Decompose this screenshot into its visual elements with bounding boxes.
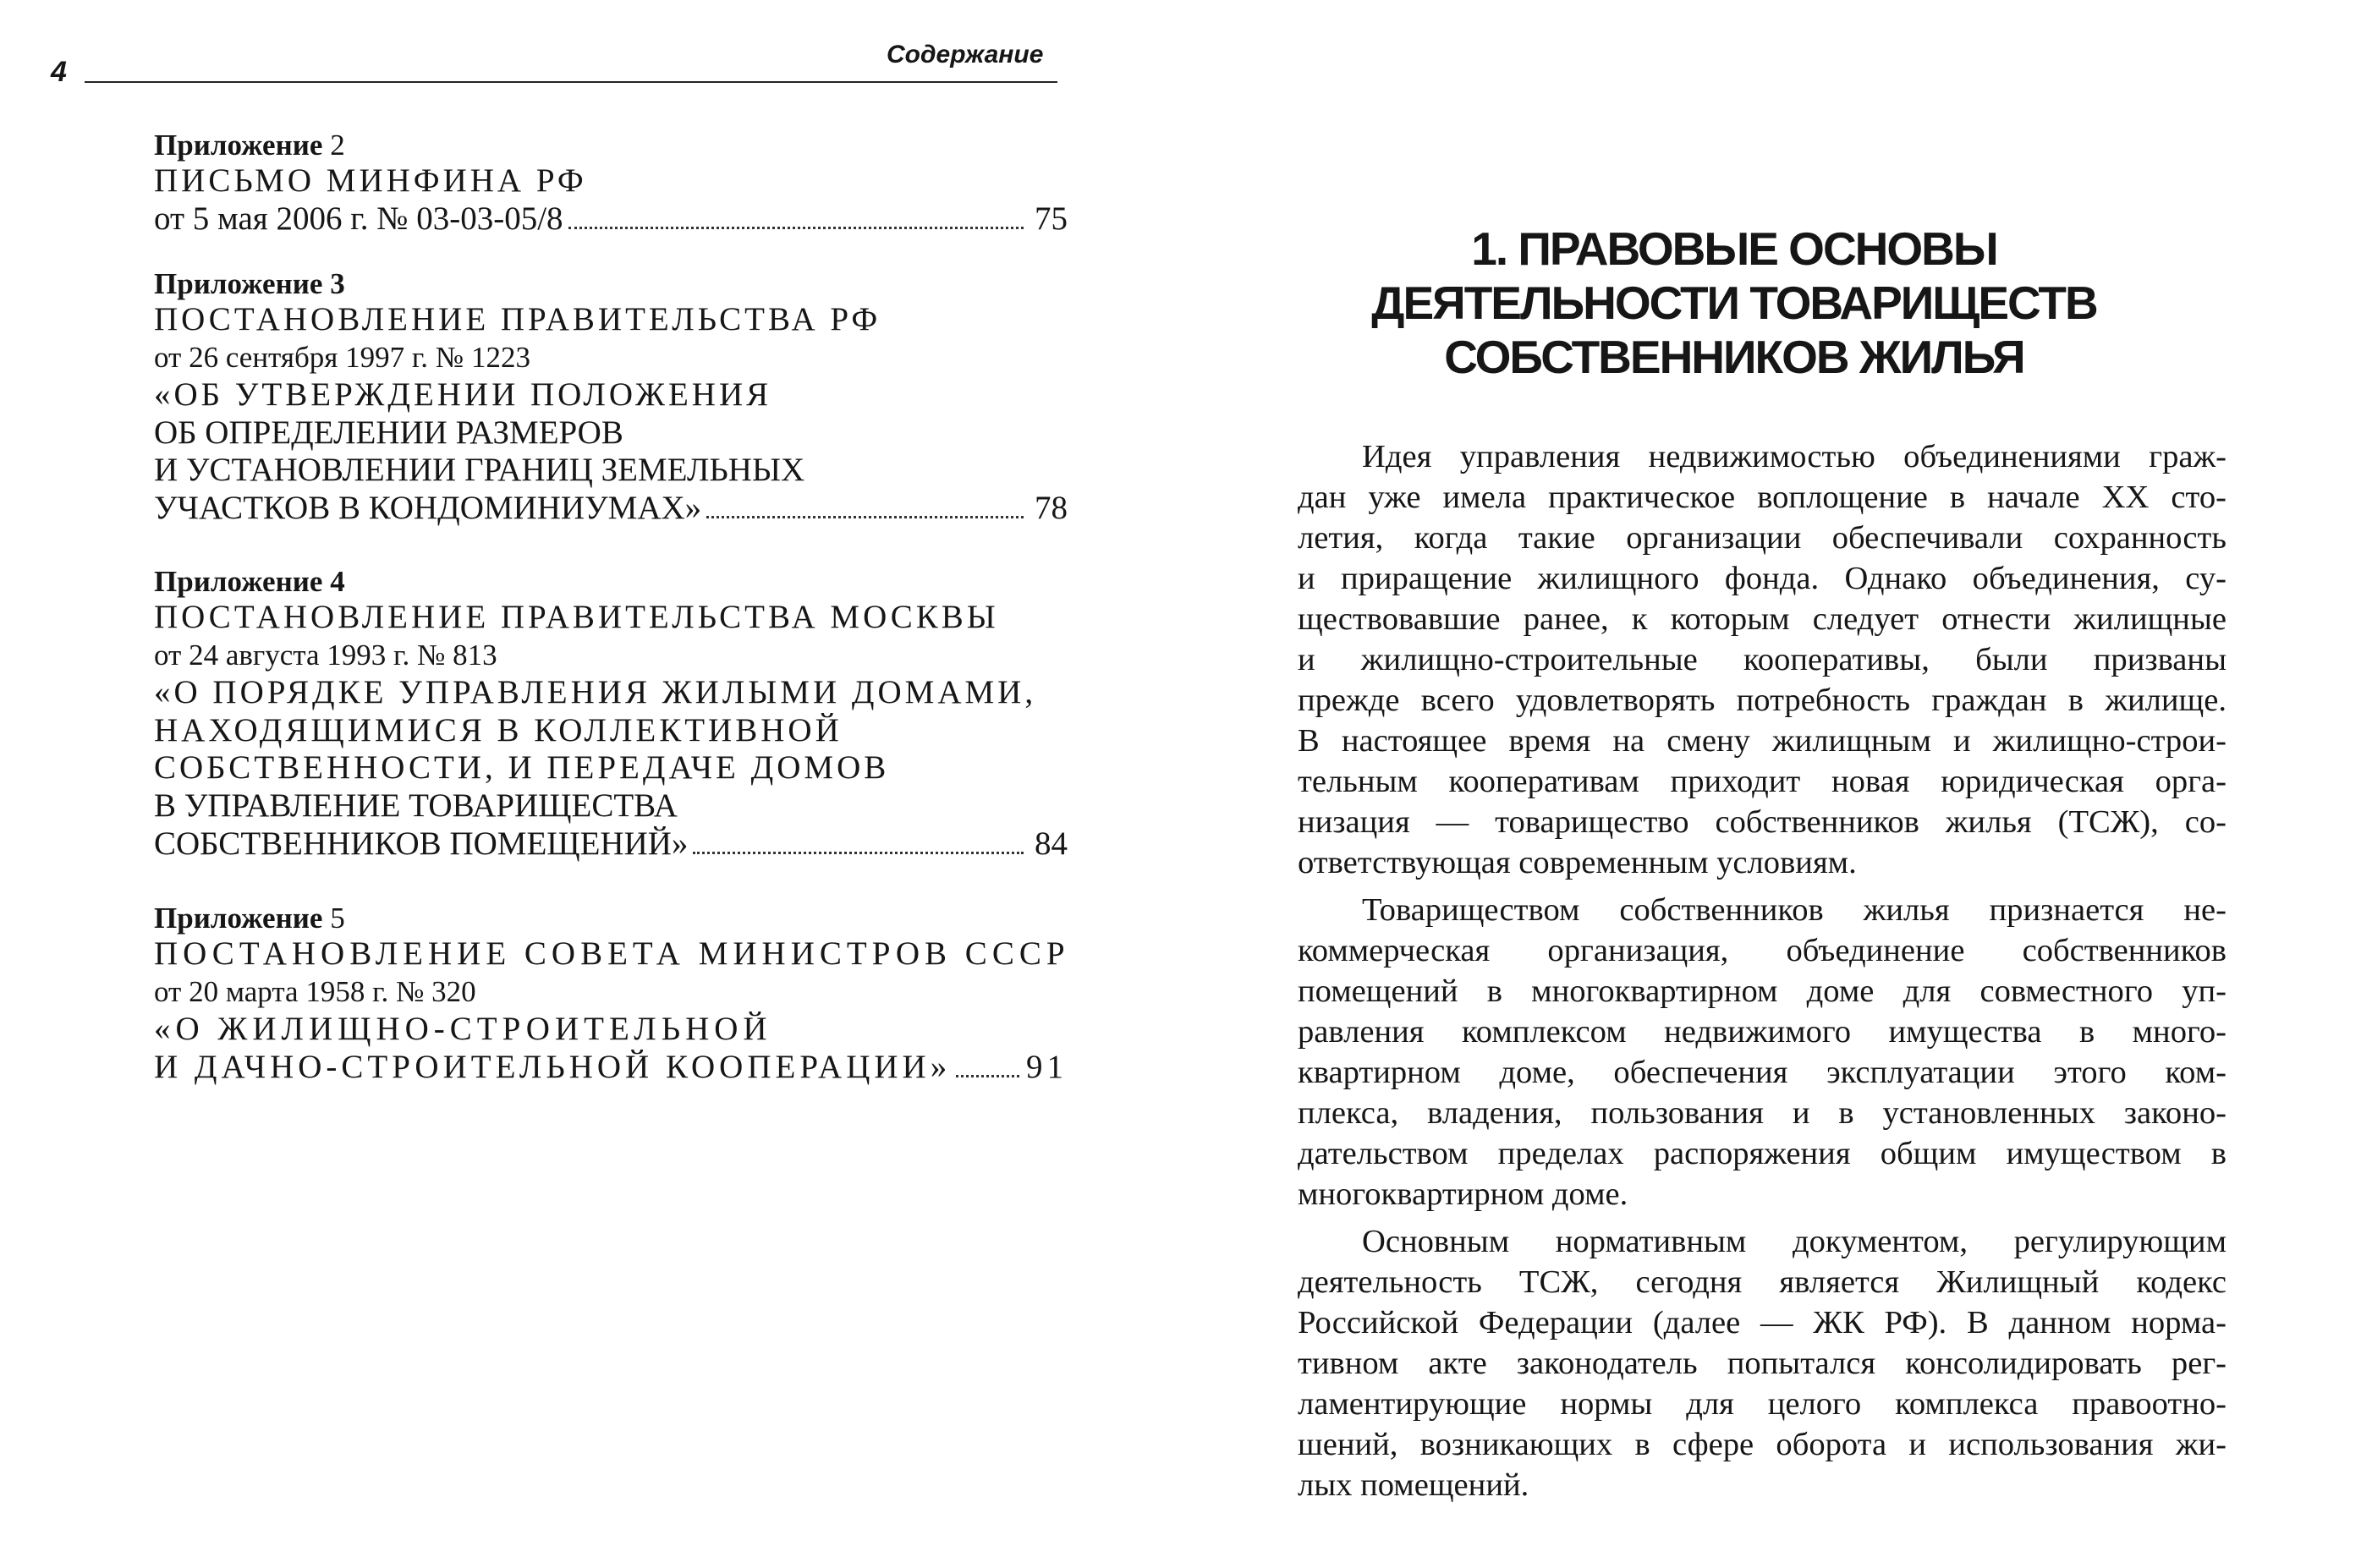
header-rule <box>85 81 1057 83</box>
toc-line: СОБСТВЕННИКОВ ПОМЕЩЕНИЙ» 84 <box>154 825 1068 862</box>
chapter-body <box>1298 436 2226 1505</box>
chapter-title-line: ДЕЯТЕЛЬНОСТИ ТОВАРИЩЕСТВ <box>1371 277 2097 329</box>
toc-line: ОБ ОПРЕДЕЛЕНИИ РАЗМЕРОВ <box>154 414 623 451</box>
dot-leader <box>956 1075 1019 1077</box>
toc-line: ПИСЬМО МИНФИНА РФ <box>154 162 587 199</box>
page-number: 4 <box>51 56 67 88</box>
paragraph-3: Основным нормативным документом, регулирующим деятельность ТСЖ, сегодня является Жилищный кодекс Российской Федерации (далее — ЖК РФ). В данном норма- тивном акте законодатель попытался консолидировать рег- ламентирующие нормы для целого комплекса правоотно- шений, возникающих в сфере оборота и использования жи- лых помещений. <box>1298 1224 2226 1503</box>
paragraph-2: Товариществом собственников жилья признается не- коммерческая организация, объединение собственников помещений в многоквартирном доме для совместного уп- равления комплексом недвижимого имущества в много- квартирном доме, обеспечения эксплуатации этого ком- плекса, владения, пользования и в установленных законо- дательством пределах распоряжения общим имуществом в многоквартирном доме. <box>1298 892 2226 1212</box>
toc-line: СОБСТВЕННОСТИ, И ПЕРЕДАЧЕ ДОМОВ <box>154 749 890 787</box>
toc-page-number: 78 <box>1035 489 1068 526</box>
toc-line: от 24 августа 1993 г. № 813 <box>154 638 497 672</box>
toc-entry-appendix-2[interactable] <box>154 129 1068 238</box>
toc-line: «О ПОРЯДКЕ УПРАВЛЕНИЯ ЖИЛЫМИ ДОМАМИ, <box>154 674 1037 711</box>
toc-line: И УСТАНОВЛЕНИИ ГРАНИЦ ЗЕМЕЛЬНЫХ <box>154 452 805 489</box>
toc-page-number: 75 <box>1035 200 1068 237</box>
toc-line: от 20 марта 1958 г. № 320 <box>154 974 476 1008</box>
toc-page-number: 91 <box>1026 1048 1068 1085</box>
toc-line: НАХОДЯЩИМИСЯ В КОЛЛЕКТИВНОЙ <box>154 711 843 748</box>
toc-line: ПОСТАНОВЛЕНИЕ ПРАВИТЕЛЬСТВА РФ <box>154 301 881 337</box>
toc-entry-appendix-5[interactable] <box>154 902 1068 1086</box>
chapter-title-line: СОБСТВЕННИКОВ ЖИЛЬЯ <box>1444 331 2024 383</box>
toc-page-number: 84 <box>1035 825 1068 862</box>
chapter-title <box>1260 222 2208 384</box>
toc-label: Приложение 5 <box>154 902 345 935</box>
dot-leader <box>568 227 1024 229</box>
toc-line: от 26 сентября 1997 г. № 1223 <box>154 340 530 374</box>
toc-label: Приложение 3 <box>154 267 345 300</box>
toc-line: УЧАСТКОВ В КОНДОМИНИУМАХ» 78 <box>154 489 1068 526</box>
toc-line: И ДАЧНО-СТРОИТЕЛЬНОЙ КООПЕРАЦИИ» 91 <box>154 1048 1068 1085</box>
left-page <box>0 0 1184 1568</box>
dot-leader <box>706 516 1024 518</box>
toc-line: «О ЖИЛИЩНО-СТРОИТЕЛЬНОЙ <box>154 1011 772 1048</box>
toc-label: Приложение 2 <box>154 129 345 162</box>
toc-line: В УПРАВЛЕНИЕ ТОВАРИЩЕСТВА <box>154 787 678 824</box>
toc-entry-appendix-4[interactable] <box>154 565 1068 863</box>
toc-line: ПОСТАНОВЛЕНИЕ ПРАВИТЕЛЬСТВА МОСКВЫ <box>154 599 999 635</box>
paragraph-1: Идея управления недвижимостью объединениями граж- дан уже имела практическое воплощение в начале XX сто- летия, когда такие организации обеспечивали сохранность и приращение жилищного фонда. Однако объединения, су- ществовавшие ранее, к которым следует отнести жилищные и жилищно-строительные кооперативы, были призваны прежде всего удовлетворять потребность граждан в жилище. В настоящее время на смену жилищным и жилищно-строи- тельным кооперативам приходит новая юридическая орга- низация — товарищество собственников жилья (ТСЖ), со- ответствующая современным условиям. <box>1298 439 2226 880</box>
toc-line: от 5 мая 2006 г. № 03-03-05/8 75 <box>154 200 1068 237</box>
toc-label: Приложение 4 <box>154 565 345 598</box>
chapter-title-line: 1. ПРАВОВЫЕ ОСНОВЫ <box>1471 222 1997 275</box>
toc-entry-appendix-3[interactable] <box>154 267 1068 528</box>
toc-line: ПОСТАНОВЛЕНИЕ СОВЕТА МИНИСТРОВ СССР <box>154 935 1070 972</box>
dot-leader <box>693 852 1024 854</box>
toc-line: «ОБ УТВЕРЖДЕНИИ ПОЛОЖЕНИЯ <box>154 376 772 414</box>
running-header: Содержание <box>887 41 1044 69</box>
